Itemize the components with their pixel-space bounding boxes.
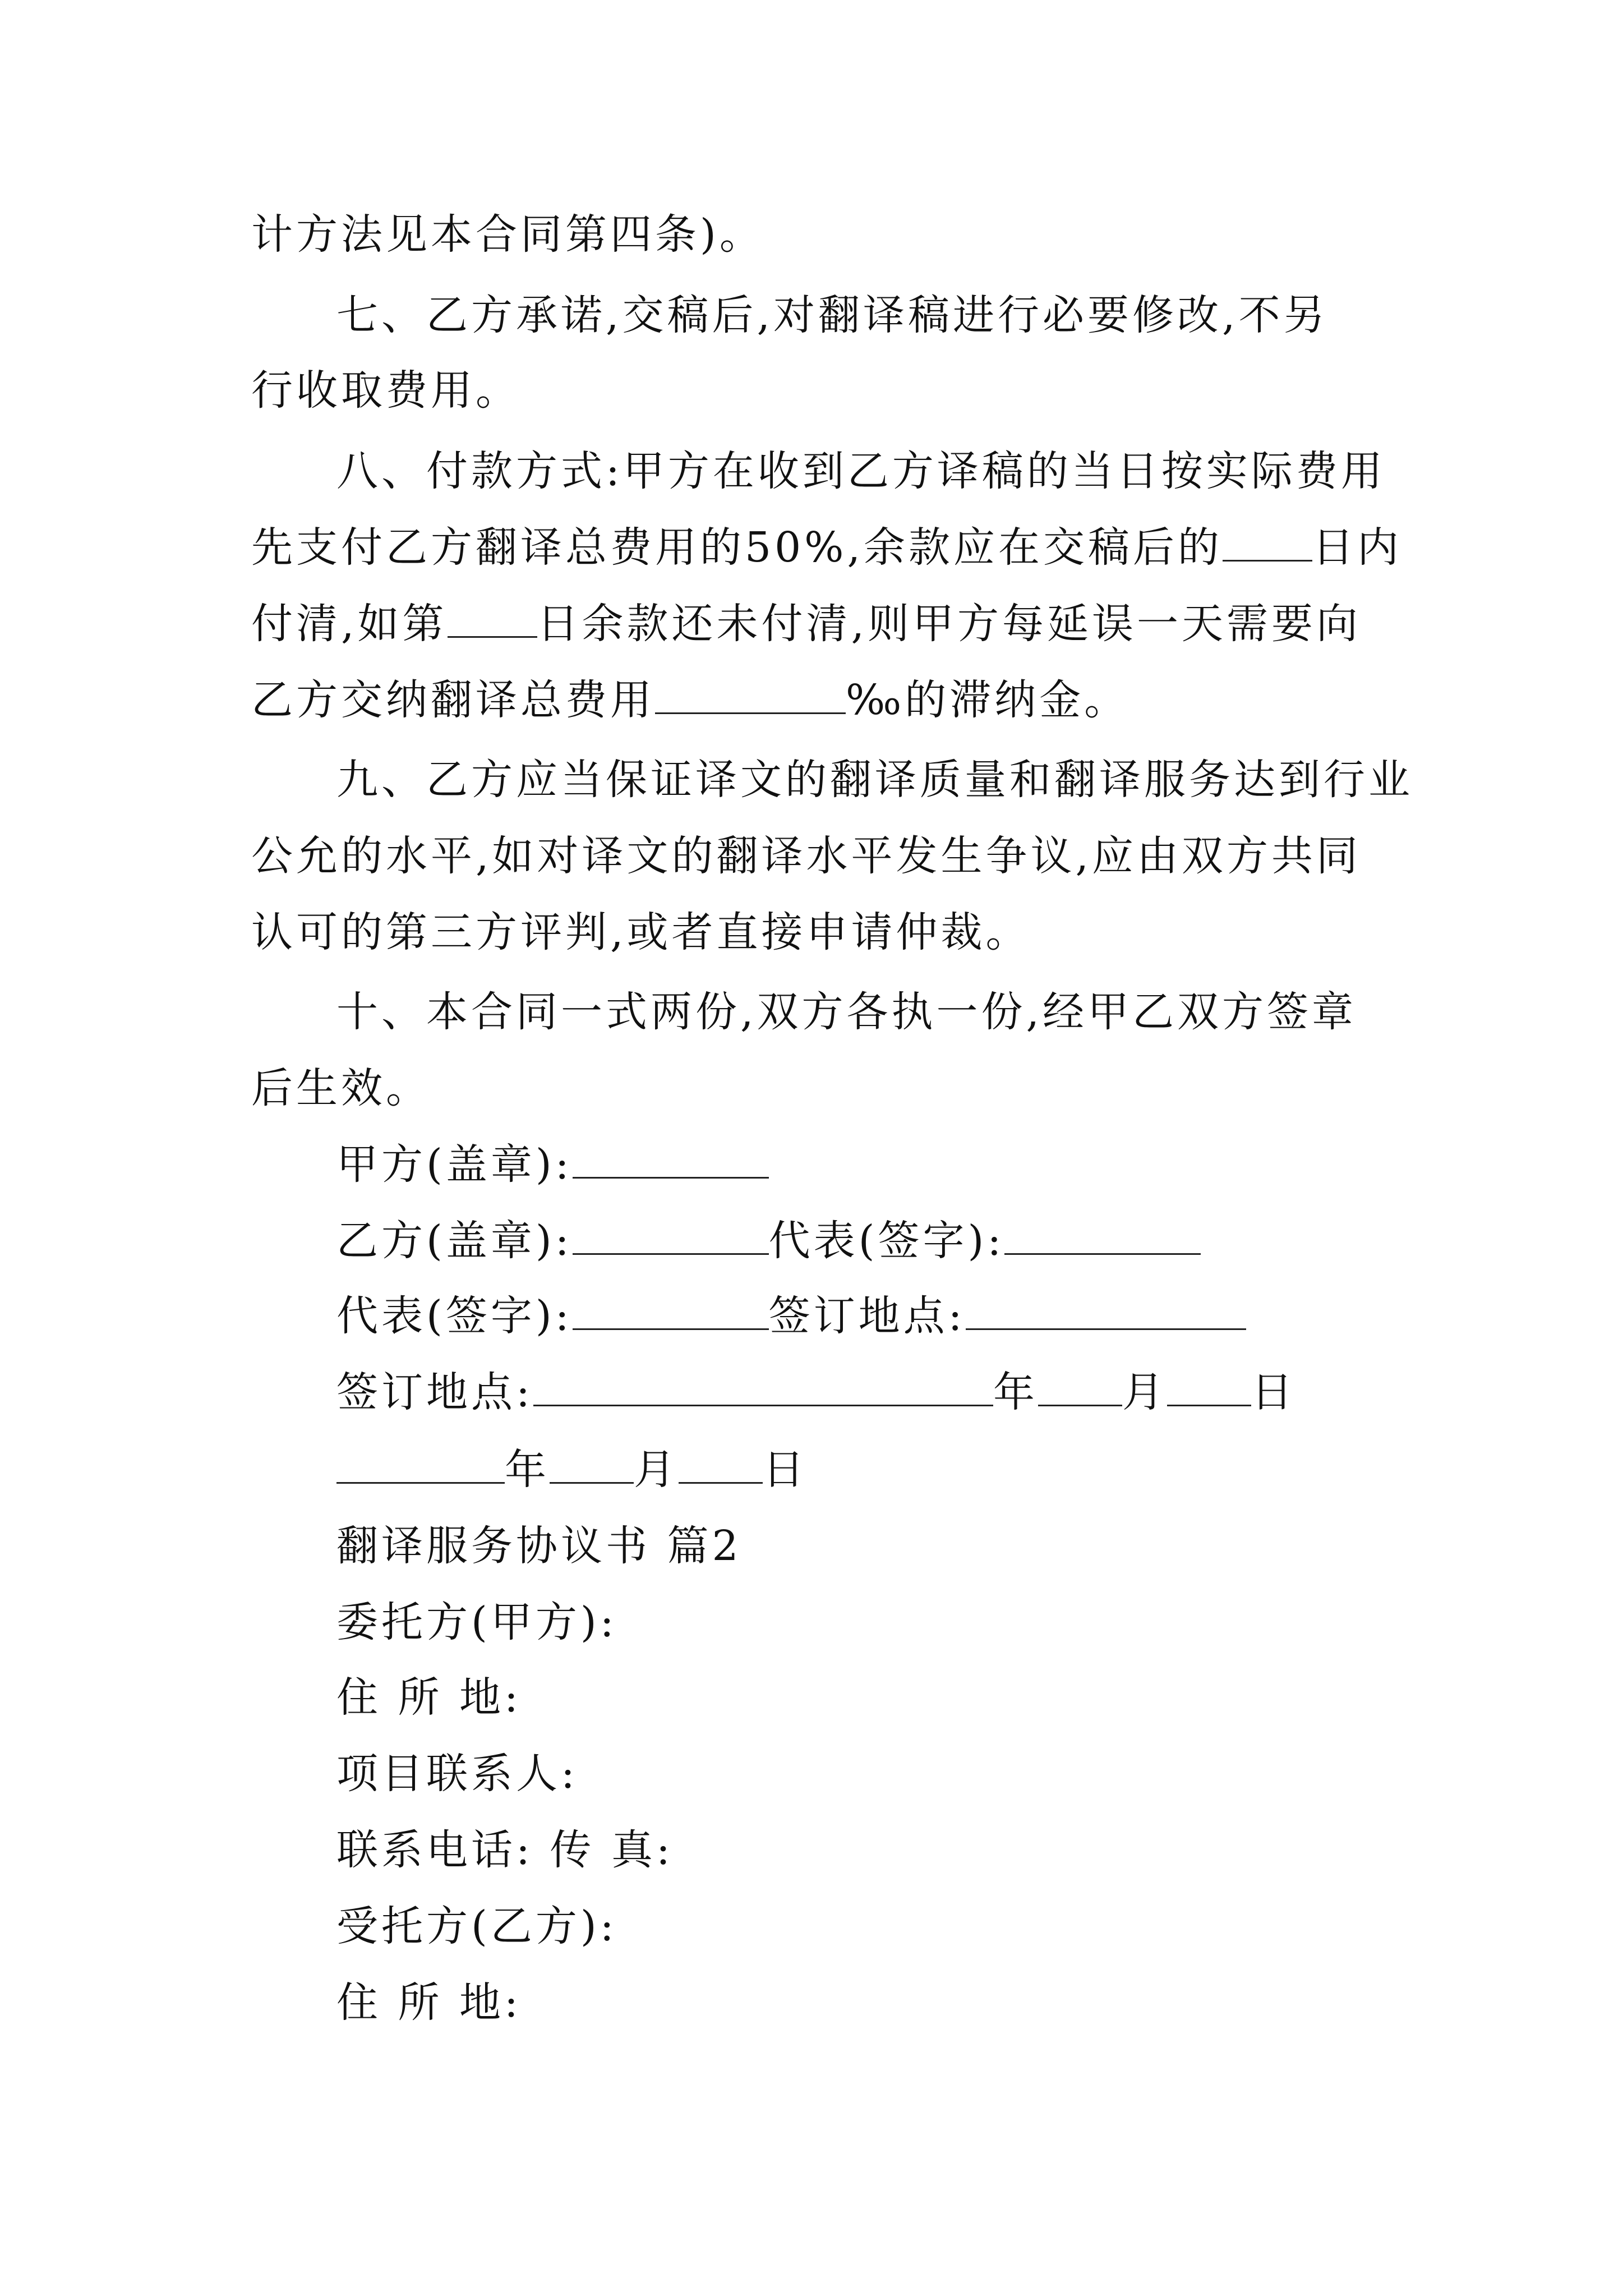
month-label: 月 <box>1122 1368 1167 1416</box>
paragraph-line: 十、本合同一式两份,双方各执一份,经甲乙双方签章 <box>336 988 1357 1036</box>
date-line <box>336 1442 808 1498</box>
paragraph-line <box>251 672 1129 728</box>
section-title: 翻译服务协议书 篇2 <box>336 1522 742 1570</box>
paragraph-line <box>251 519 1402 576</box>
paragraph-line: 七、乙方承诺,交稿后,对翻译稿进行必要修改,不另 <box>336 291 1329 339</box>
sign-place-label: 签订地点: <box>768 1292 966 1340</box>
month-blank[interactable] <box>1038 1365 1122 1406</box>
sign-place-date-line <box>336 1364 1296 1420</box>
day-blank[interactable] <box>1167 1365 1251 1406</box>
line-text: 先支付乙方翻译总费用的50%,余款应在交稿后的 <box>251 523 1223 572</box>
day-label: 日 <box>763 1446 808 1494</box>
trustee-label: 受托方(乙方): <box>336 1902 617 1950</box>
party-a-seal-label: 甲方(盖章): <box>336 1140 573 1189</box>
line-text: 付清,如第 <box>251 600 448 648</box>
party-b-seal-line <box>336 1213 1201 1269</box>
trustee-address-label: 住 所 地: <box>336 1978 522 2027</box>
paragraph-line: 九、乙方应当保证译文的翻译质量和翻译服务达到行业 <box>336 756 1413 804</box>
paragraph-line <box>251 596 1361 652</box>
paragraph-line: 计方法见本合同第四条)。 <box>251 210 764 259</box>
representative-line <box>336 1288 1246 1344</box>
fill-in-blank[interactable] <box>655 673 846 714</box>
paragraph-line: 认可的第三方评判,或者直接申请仲裁。 <box>251 908 1031 956</box>
month-blank[interactable] <box>550 1443 634 1484</box>
paragraph-line: 行收取费用。 <box>251 366 520 415</box>
client-label: 委托方(甲方): <box>336 1598 617 1646</box>
paragraph-line: 公允的水平,如对译文的翻译水平发生争议,应由双方共同 <box>251 832 1362 880</box>
phone-fax-label: 联系电话: 传 真: <box>336 1826 674 1874</box>
year-label: 年 <box>993 1368 1038 1416</box>
sign-place-blank[interactable] <box>966 1289 1246 1330</box>
party-b-seal-blank[interactable] <box>573 1214 769 1255</box>
client-address-label: 住 所 地: <box>336 1673 522 1722</box>
fill-in-blank[interactable] <box>1223 521 1312 562</box>
line-text: 日余款还未付清,则甲方每延误一天需要向 <box>537 600 1362 648</box>
representative-blank[interactable] <box>1004 1214 1201 1255</box>
paragraph-line: 八、付款方式:甲方在收到乙方译稿的当日按实际费用 <box>336 447 1386 495</box>
year-blank[interactable] <box>336 1443 505 1484</box>
contact-person-label: 项目联系人: <box>336 1750 578 1798</box>
day-label: 日 <box>1251 1368 1296 1416</box>
representative-label: 代表(签字): <box>336 1292 573 1340</box>
party-b-seal-label: 乙方(盖章): <box>336 1217 573 1265</box>
party-a-seal-line <box>336 1137 769 1193</box>
month-label: 月 <box>634 1446 679 1494</box>
party-a-seal-blank[interactable] <box>573 1138 769 1179</box>
representative-label: 代表(签字): <box>768 1217 1005 1265</box>
fill-in-blank[interactable] <box>448 597 537 638</box>
year-label: 年 <box>505 1446 550 1494</box>
paragraph-line: 后生效。 <box>251 1064 431 1112</box>
day-blank[interactable] <box>679 1443 763 1484</box>
sign-place-blank[interactable] <box>533 1365 993 1406</box>
line-text: 乙方交纳翻译总费用 <box>251 676 655 724</box>
representative-blank[interactable] <box>573 1289 769 1330</box>
line-text: 日内 <box>1312 523 1402 572</box>
line-text: ‰的滞纳金。 <box>846 676 1129 724</box>
sign-place-label: 签订地点: <box>336 1368 533 1416</box>
